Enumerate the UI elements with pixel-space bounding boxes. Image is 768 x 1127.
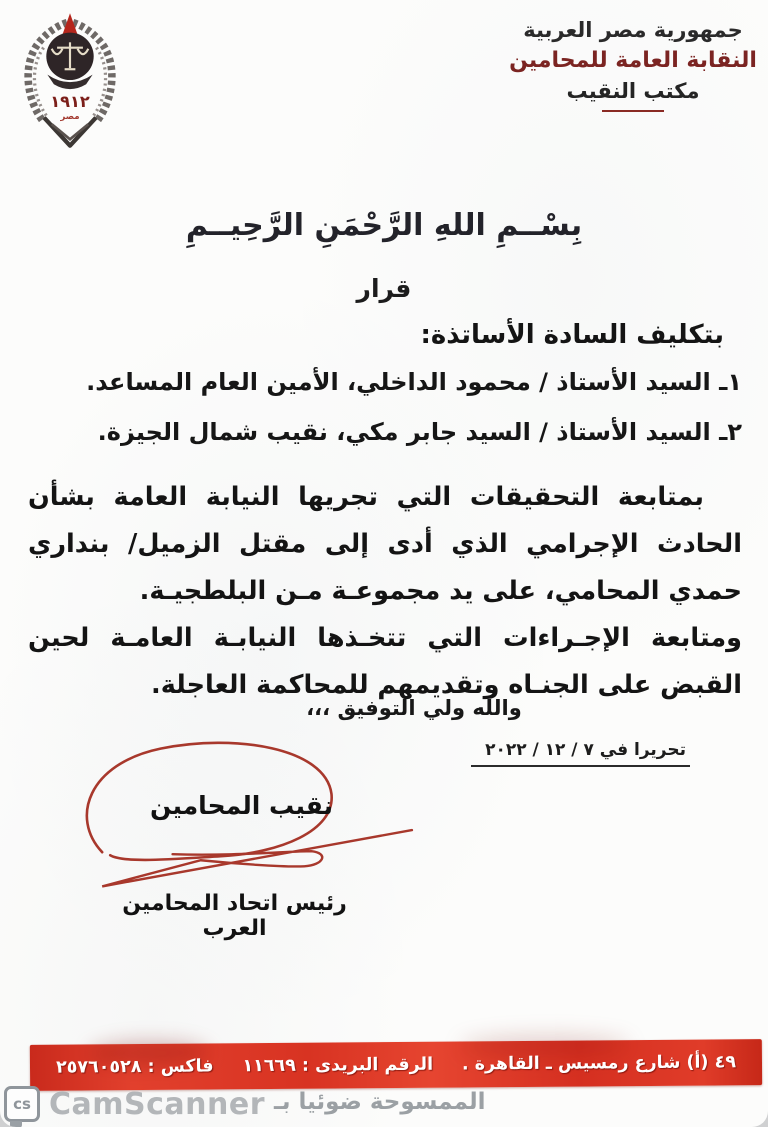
footer-postal-code: الرقم البريدى : ١١٦٦٩: [242, 1054, 434, 1077]
camscanner-brand-text: CamScanner: [49, 1086, 266, 1122]
signer-secondary-title: رئيس اتحاد المحامين العرب: [122, 891, 347, 941]
document-body: [28, 474, 742, 709]
wreath-tip: [44, 118, 96, 146]
letterhead-office: مكتب النقيب: [566, 79, 700, 103]
date-line: تحريرا في ٧ / ١٢ / ٢٠٢٢: [471, 740, 690, 767]
assignee-item-2: ٢ـ السيد الأستاذ / السيد جابر مكي، نقيب شمال الجيزة.: [97, 418, 742, 446]
closing-phrase: والله ولي التوفيق ،،،: [306, 696, 522, 720]
letterhead-country: جمهورية مصر العربية: [523, 18, 743, 42]
bismillah-calligraphy: بِسْــمِ اللهِ الرَّحْمَنِ الرَّحِيــمِ: [185, 208, 583, 243]
assignment-heading: بتكليف السادة الأساتذة:: [420, 320, 724, 350]
body-paragraph-2: ومتابعة الإجـراءات التي تتخـذها النيابـة العامـة لحين القبض على الجنـاه وتقديمهم للمحاكمة العاجلة.: [28, 623, 742, 700]
signer-title: نقيب المحامين: [150, 791, 334, 820]
emblem-country: مصر: [60, 111, 80, 122]
footer-address: ٤٩ (أ) شارع رمسيس ـ القاهرة .: [461, 1052, 737, 1075]
letterhead: [508, 18, 758, 112]
assignee-item-1: ١ـ السيد الأستاذ / محمود الداخلي، الأمين العام المساعد.: [86, 368, 742, 396]
assignee-list: [30, 368, 742, 468]
body-paragraph-1: بمتابعة التحقيقات التي تجريها النيابة العامة بشأن الحادث الإجرامي الذي أدى إلى مقتل الزميل/ بنداري حمدي المحامي، على يد مجموعـة مـن البلطجيـة.: [28, 482, 742, 606]
camscanner-watermark: [4, 1086, 486, 1122]
footer-contact-bar: [30, 1039, 762, 1091]
footer-fax: فاكس : ٢٥٧٦٠٥٢٨: [55, 1056, 214, 1078]
letterhead-underline: [602, 110, 664, 112]
letterhead-organization: النقابة العامة للمحامين: [509, 48, 757, 73]
camscanner-arabic-label: الممسوحة ضوئيا بـ: [274, 1089, 486, 1115]
signature-flourish: [102, 830, 412, 886]
decision-title: قرار: [356, 274, 412, 303]
camscanner-logo-icon: cs: [4, 1086, 40, 1122]
emblem-year: ١٩١٢: [50, 91, 90, 111]
bar-association-emblem: [16, 10, 124, 150]
